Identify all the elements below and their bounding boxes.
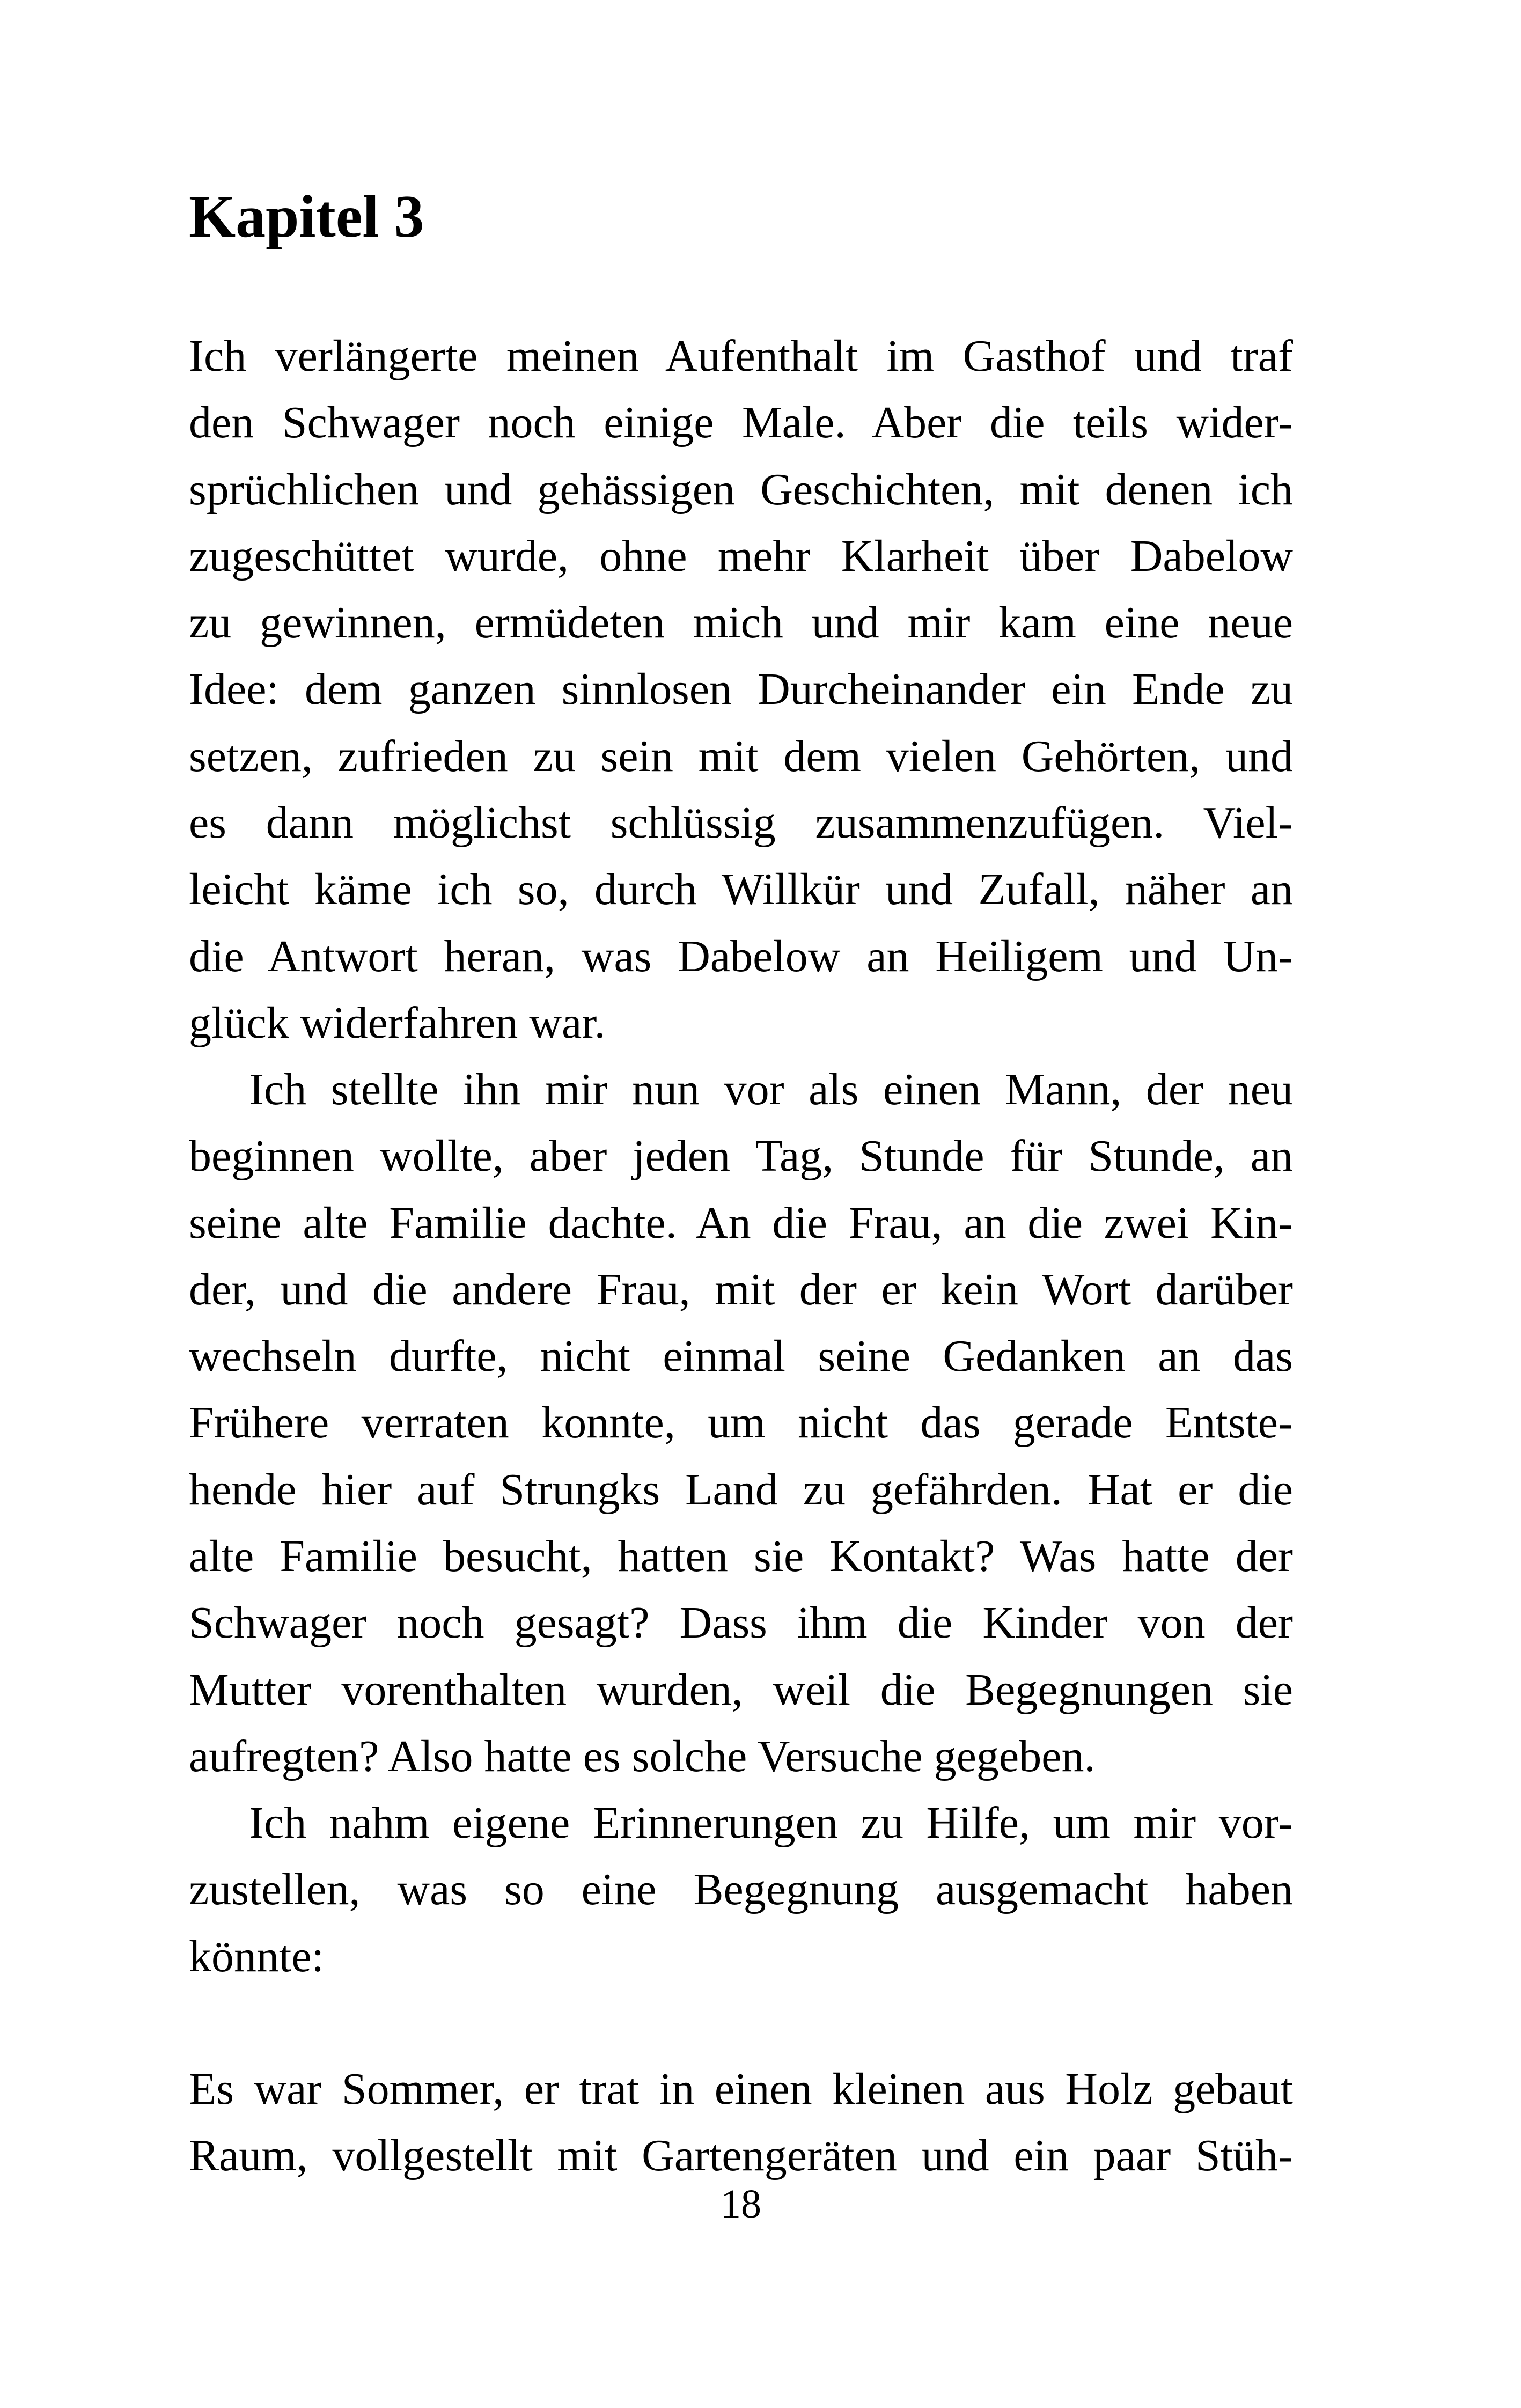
paragraph-4 xyxy=(189,2056,1293,2190)
page-number: 18 xyxy=(721,2182,761,2227)
text-line: leicht käme ich so, durch Willkür und Zufall, näher an xyxy=(189,864,1293,915)
text-line: der, und die andere Frau, mit der er kein Wort darüber xyxy=(189,1264,1293,1315)
paragraph-2 xyxy=(189,1056,1293,1790)
text-line: Frühere verraten konnte, um nicht das gerade Entste- xyxy=(189,1398,1293,1448)
text-line: aufregten? Also hatte es solche Versuche gegeben. xyxy=(189,1731,1096,1781)
text-line: Ich nahm eigene Erinnerungen zu Hilfe, um mir vor- xyxy=(249,1798,1293,1848)
text-line: glück widerfahren war. xyxy=(189,997,606,1048)
text-line: die Antwort heran, was Dabelow an Heiligem und Un- xyxy=(189,931,1293,981)
text-line: setzen, zufrieden zu sein mit dem vielen Gehörten, und xyxy=(189,731,1293,781)
text-line: zugeschüttet wurde, ohne mehr Klarheit über Dabelow xyxy=(189,531,1293,581)
text-line: Raum, vollgestellt mit Gartengeräten und ein paar Stüh- xyxy=(189,2131,1293,2181)
text-line: den Schwager noch einige Male. Aber die teils wider- xyxy=(189,398,1293,448)
text-line: Ich stellte ihn mir nun vor als einen Mann, der neu xyxy=(249,1064,1293,1114)
paragraph-3 xyxy=(189,1790,1293,1990)
text-line: es dann möglichst schlüssig zusammenzufügen. Viel- xyxy=(189,798,1293,848)
text-line: Idee: dem ganzen sinnlosen Durcheinander ein Ende zu xyxy=(189,664,1293,715)
text-line: wechseln durfte, nicht einmal seine Gedanken an das xyxy=(189,1331,1293,1382)
text-line: Ich verlängerte meinen Aufenthalt im Gasthof und traf xyxy=(189,331,1293,381)
text-line: könnte: xyxy=(189,1931,324,1981)
text-line: beginnen wollte, aber jeden Tag, Stunde für Stunde, an xyxy=(189,1131,1293,1181)
text-line: hende hier auf Strungks Land zu gefährden. Hat er die xyxy=(189,1464,1293,1515)
paragraph-1 xyxy=(189,323,1293,1056)
text-line: Mutter vorenthalten wurden, weil die Begegnungen sie xyxy=(189,1664,1293,1715)
text-line: alte Familie besucht, hatten sie Kontakt? Was hatte der xyxy=(189,1531,1293,1582)
text-line: Es war Sommer, er trat in einen kleinen aus Holz gebaut xyxy=(189,2064,1293,2114)
text-line: Schwager noch gesagt? Dass ihm die Kinder von der xyxy=(189,1598,1293,1648)
chapter-title: Kapitel 3 xyxy=(189,183,424,250)
text-line: sprüchlichen und gehässigen Geschichten, mit denen ich xyxy=(189,464,1293,515)
text-line: zustellen, was so eine Begegnung ausgemacht haben xyxy=(189,1864,1293,1915)
text-line: zu gewinnen, ermüdeten mich und mir kam eine neue xyxy=(189,598,1293,648)
text-line: seine alte Familie dachte. An die Frau, an die zwei Kin- xyxy=(189,1198,1293,1248)
